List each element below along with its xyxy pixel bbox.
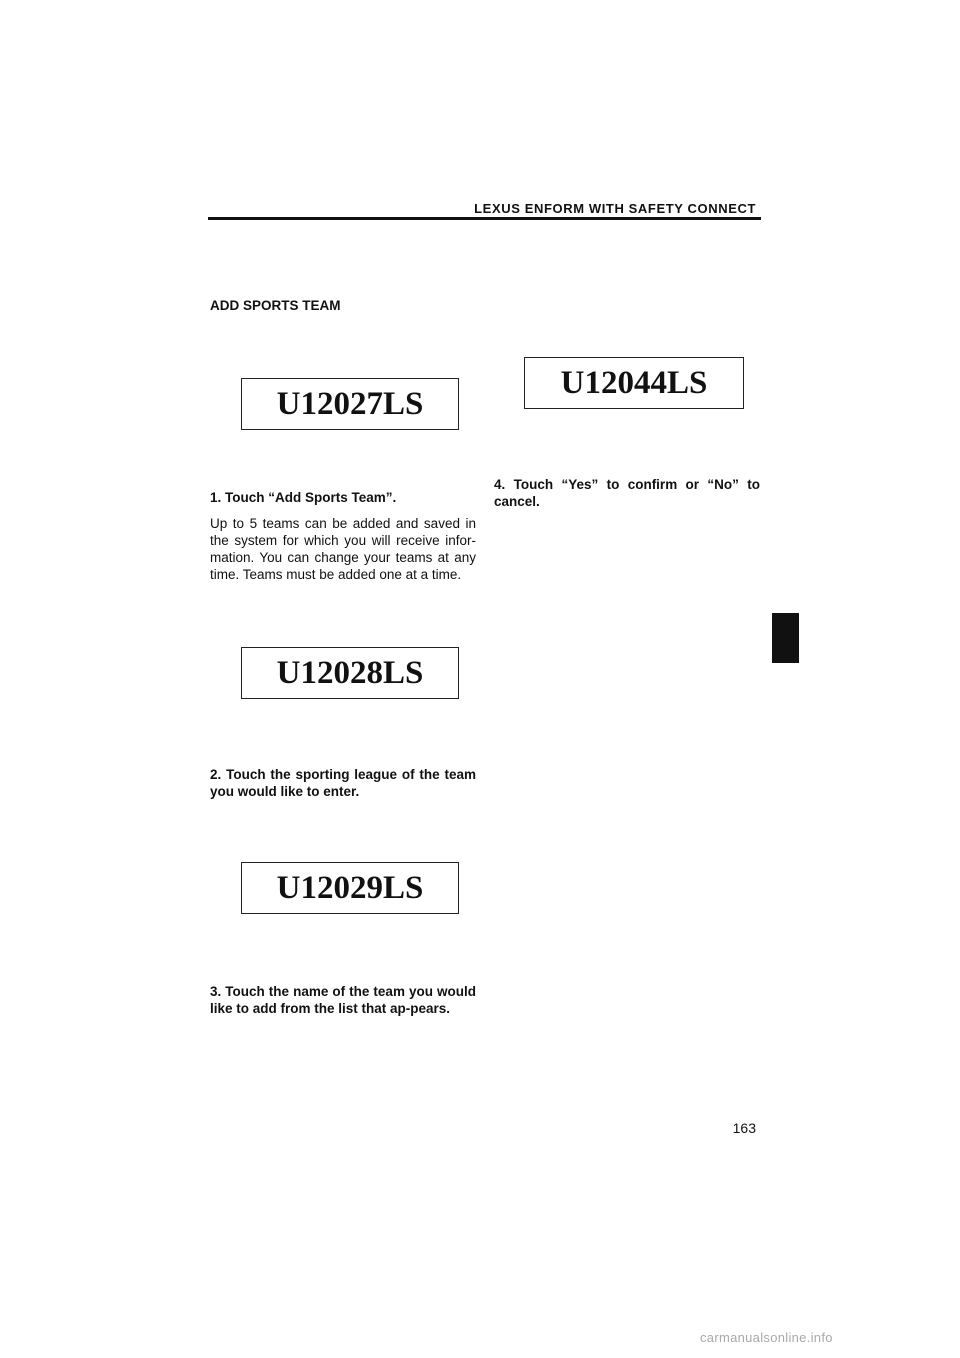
step-2: 2. Touch the sporting league of the team you would like to enter. bbox=[210, 767, 476, 799]
watermark: carmanualsonline.info bbox=[700, 1330, 833, 1345]
figure-placeholder-2: U12028LS bbox=[241, 647, 459, 699]
section-title: ADD SPORTS TEAM bbox=[210, 298, 341, 313]
running-header: LEXUS ENFORM WITH SAFETY CONNECT bbox=[474, 201, 756, 216]
page-number: 163 bbox=[732, 1120, 756, 1136]
figure-placeholder-3: U12029LS bbox=[241, 862, 459, 914]
step-1-description: Up to 5 teams can be added and saved in the system for which you will receive infor-mation. You can change your teams at any time. Teams must be added one at a time. bbox=[210, 516, 476, 582]
figure-placeholder-4: U12044LS bbox=[524, 357, 744, 409]
step-1: 1. Touch “Add Sports Team”. bbox=[210, 490, 397, 505]
figure-placeholder-1: U12027LS bbox=[241, 378, 459, 430]
step-3: 3. Touch the name of the team you would like to add from the list that ap-pears. bbox=[210, 984, 476, 1016]
step-4: 4. Touch “Yes” to confirm or “No” to cancel. bbox=[494, 477, 760, 509]
section-tab-marker bbox=[772, 613, 799, 663]
header-rule bbox=[208, 217, 761, 220]
